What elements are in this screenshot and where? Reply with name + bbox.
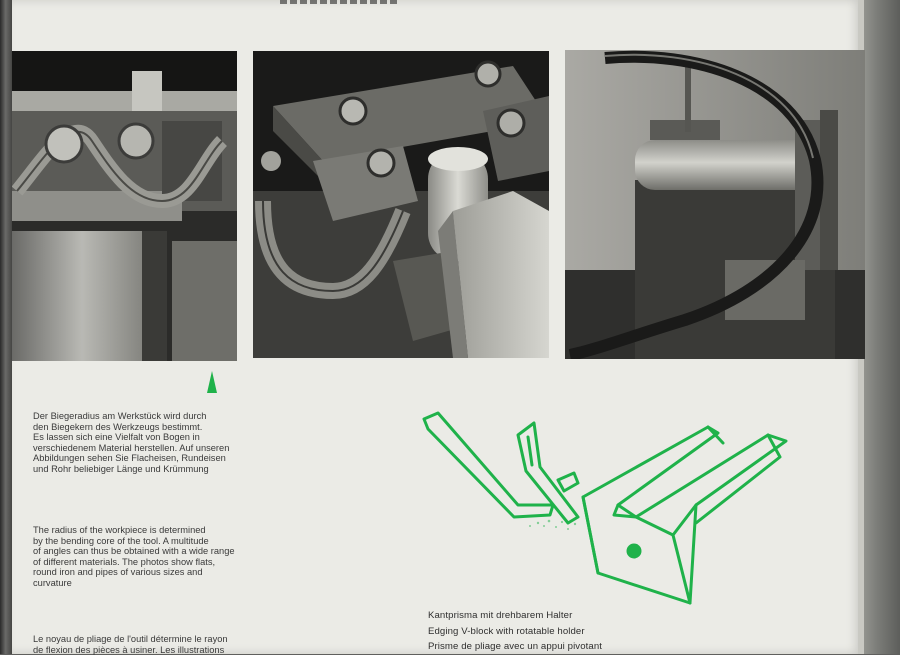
green-pointer-marker — [207, 371, 217, 393]
caption-french: Le noyau de pliage de l'outil détermine le rayon de flexion des pièces à usiner. Les illustrations — [33, 634, 228, 655]
caption-german: Der Biegeradius am Werkstück wird durch den Biegekern des Werkzeugs bestimmt. Es lassen sich eine Vielfalt von Bogen in verschiedenem Material herstellen. Auf unseren Abbildungen sehen Sie Flacheisen, Rundeisen und Rohr beliebiger Länge und Krümmung — [33, 411, 230, 474]
illustration-caption — [428, 608, 602, 655]
photo-flat-bar-bending — [12, 51, 237, 361]
label-german: Kantprisma mit drehbarem Halter — [428, 610, 573, 621]
photo-round-bar-bending — [253, 51, 549, 358]
illustration-v-block — [418, 405, 798, 605]
label-french: Prisme de pliage avec un appui pivotant — [428, 641, 603, 652]
label-english: Edging V-block with rotatable holder — [428, 625, 585, 637]
photo-pipe-bending — [565, 50, 865, 359]
caption-english: The radius of the workpiece is determined by the bending core of the tool. A multitude of angles can thus be obtained with a wide range of different materials. The photos show flats, round iron and pipes of various sizes and curvature — [33, 525, 235, 588]
cropped-header-text — [280, 0, 400, 4]
